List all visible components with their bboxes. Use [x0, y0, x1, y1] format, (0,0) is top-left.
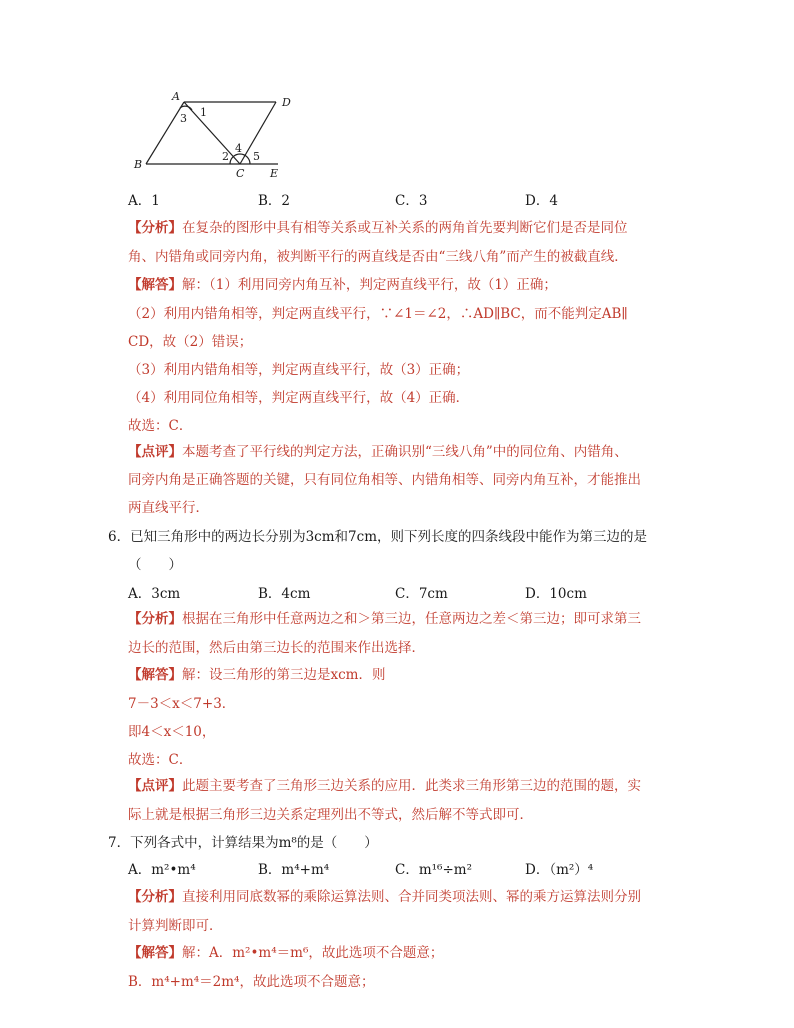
q7-option-d: D．（m²）⁴	[525, 862, 594, 878]
q5-option-a: A．1	[128, 193, 160, 209]
q7-option-c: C．m¹⁶÷m²	[395, 862, 472, 878]
label-a: A	[172, 90, 180, 103]
q5-option-c: C．3	[395, 193, 428, 209]
q7-option-a: A．m²•m⁴	[128, 862, 196, 878]
q6-comment-line-2: 际上就是根据三角形三边关系定理列出不等式，然后解不等式即可．	[128, 807, 533, 823]
analysis-tag: 【分析】	[128, 611, 182, 627]
q5-comment-line-1: 【点评】本题考查了平行线的判定方法，正确识别“三线八角”中的同位角、内错角、	[128, 444, 628, 460]
q5-answer-line-4: （3）利用内错角相等，判定两直线平行，故（3）正确；	[128, 362, 470, 378]
label-angle-1: 1	[200, 106, 207, 119]
q5-answer-line-6: 故选：C．	[128, 418, 193, 434]
q5-option-b: B．2	[258, 193, 291, 209]
parallelogram-figure	[128, 88, 308, 180]
label-angle-4: 4	[235, 142, 242, 155]
label-e: E	[270, 167, 279, 180]
segment-ab	[146, 102, 184, 164]
q6-analysis-line-1: 【分析】根据在三角形中任意两边之和＞第三边，任意两边之差＜第三边；即可求第三	[128, 611, 641, 627]
label-c: C	[236, 167, 245, 180]
q6-option-a: A．3cm	[128, 586, 181, 602]
comment-tag: 【点评】	[128, 444, 182, 460]
answer-tag: 【解答】	[128, 945, 182, 961]
q6-answer-line-1: 【解答】解：设三角形的第三边是xcm．则	[128, 667, 386, 683]
q5-answer-line-1: 【解答】解：（1）利用同旁内角互补，判定两直线平行，故（1）正确；	[128, 277, 557, 293]
q5-option-d: D．4	[525, 193, 558, 209]
label-angle-5: 5	[253, 150, 260, 163]
q6-answer-line-4: 故选：C．	[128, 752, 193, 768]
q5-comment-line-3: 两直线平行．	[128, 500, 209, 516]
q6-stem-line-2: （ ）	[128, 557, 182, 573]
answer-tag: 【解答】	[128, 277, 182, 293]
q5-answer-line-5: （4）利用同位角相等，判定两直线平行，故（4）正确．	[128, 390, 470, 406]
q6-option-d: D．10cm	[525, 586, 587, 602]
analysis-tag: 【分析】	[128, 889, 182, 905]
q5-analysis-line-1: 【分析】在复杂的图形中具有相等关系或互补关系的两角首先要判断它们是否是同位	[128, 220, 628, 236]
q6-comment-line-1: 【点评】此题主要考查了三角形三边关系的应用．此类求三角形第三边的范围的题，实	[128, 778, 641, 794]
q6-option-b: B．4cm	[258, 586, 311, 602]
q7-option-b: B．m⁴+m⁴	[258, 862, 330, 878]
q5-comment-line-2: 同旁内角是正确答题的关键，只有同位角相等、内错角相等、同旁内角互补，才能推出	[128, 472, 641, 488]
label-d: D	[282, 96, 291, 109]
q7-answer-line-1: 【解答】解：A．m²•m⁴＝m⁶，故此选项不合题意；	[128, 945, 444, 961]
q5-answer-line-3: CD，故（2）错误；	[128, 334, 253, 350]
segment-ac	[184, 102, 240, 164]
analysis-tag: 【分析】	[128, 220, 182, 236]
q5-answer-line-2: （2）利用内错角相等，判定两直线平行，∵∠1＝∠2，∴AD∥BC，而不能判定AB∥	[128, 306, 628, 322]
comment-tag: 【点评】	[128, 778, 182, 794]
q6-stem-line-1: 6．已知三角形中的两边长分别为3cm和7cm，则下列长度的四条线段中能作为第三边的是	[108, 529, 647, 545]
q7-analysis-line-1: 【分析】直接利用同底数幂的乘除运算法则、合并同类项法则、幂的乘方运算法则分别	[128, 889, 641, 905]
label-b: B	[134, 158, 143, 171]
q7-stem: 7．下列各式中，计算结果为m⁸的是（ ）	[108, 835, 378, 851]
q7-analysis-line-2: 计算判断即可．	[128, 918, 223, 934]
q7-answer-line-2: B．m⁴+m⁴＝2m⁴，故此选项不合题意；	[128, 974, 375, 990]
q6-answer-line-2: 7－3＜x＜7+3．	[128, 696, 236, 712]
q5-analysis-line-2: 角、内错角或同旁内角，被判断平行的两直线是否由“三线八角”而产生的被截直线．	[128, 249, 628, 265]
q6-option-c: C．7cm	[395, 586, 448, 602]
q6-answer-line-3: 即4＜x＜10，	[128, 724, 216, 740]
q6-analysis-line-2: 边长的范围，然后由第三边长的范围来作出选择．	[128, 640, 425, 656]
answer-tag: 【解答】	[128, 667, 182, 683]
label-angle-3: 3	[180, 112, 187, 125]
label-angle-2: 2	[222, 150, 229, 163]
